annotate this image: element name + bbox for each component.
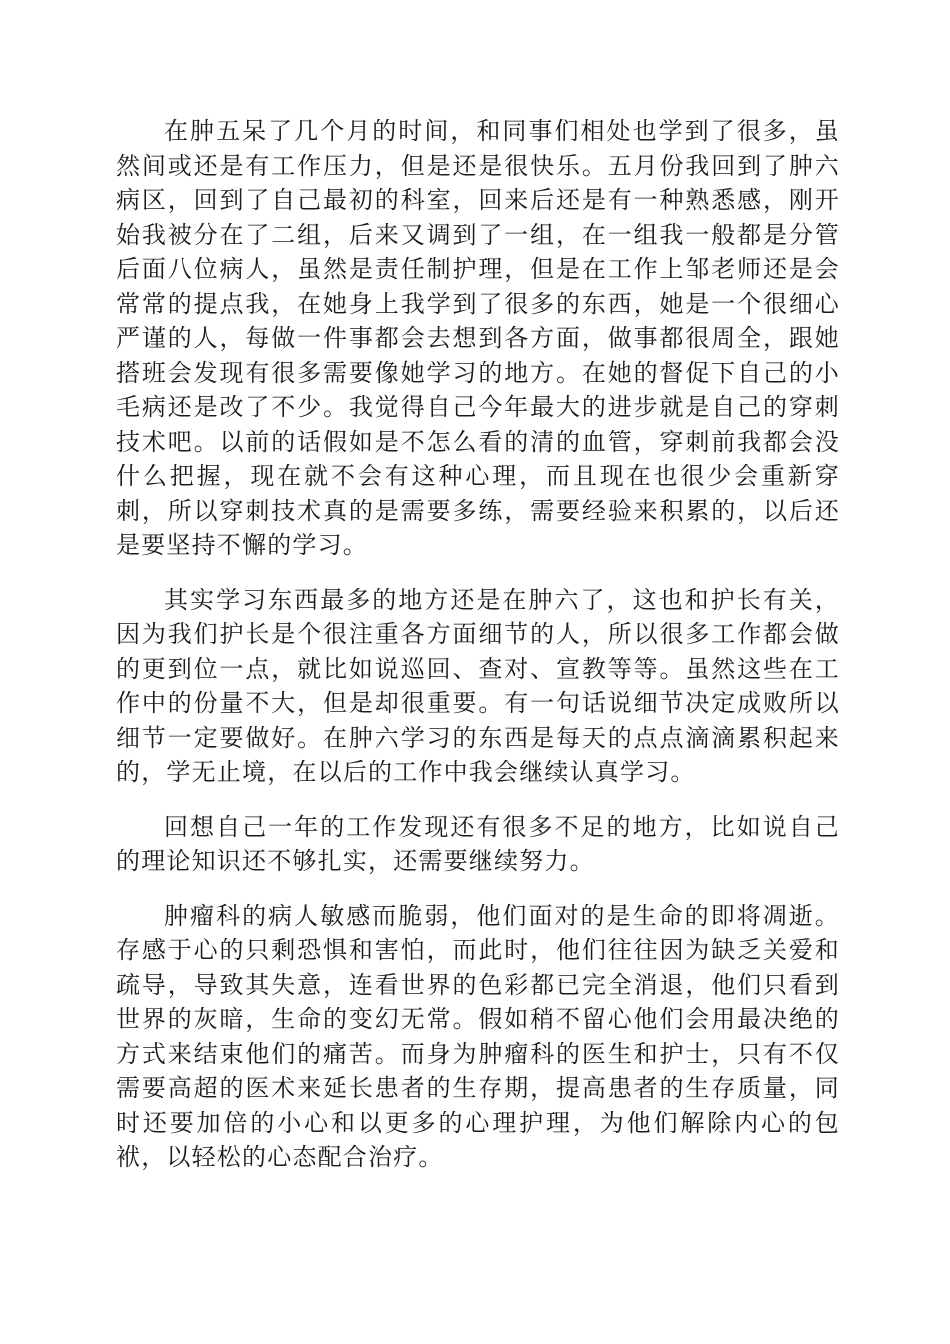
document-page: [116, 114, 840, 1195]
paragraph-2: 其实学习东西最多的地方还是在肿六了，这也和护长有关，因为我们护长是个很注重各方面细节的人，所以很多工作都会做的更到位一点，就比如说巡回、查对、宣教等等。虽然这些在工作中的份量不大，但是却很重要。有一句话说细节决定成败所以细节一定要做好。在肿六学习的东西是每天的点点滴滴累积起来的，学无止境，在以后的工作中我会继续认真学习。: [116, 585, 840, 786]
paragraph-3: 回想自己一年的工作发现还有很多不足的地方，比如说自己的理论知识还不够扎实，还需要继续努力。: [116, 812, 840, 875]
paragraph-1: 在肿五呆了几个月的时间，和同事们相处也学到了很多，虽然间或还是有工作压力，但是还是很快乐。五月份我回到了肿六病区，回到了自己最初的科室，回来后还是有一种熟悉感，刚开始我被分在了二组，后来又调到了一组，在一组我一般都是分管后面八位病人，虽然是责任制护理，但是在工作上邹老师还是会常常的提点我，在她身上我学到了很多的东西，她是一个很细心严谨的人，每做一件事都会去想到各方面，做事都很周全，跟她搭班会发现有很多需要像她学习的地方。在她的督促下自己的小毛病还是改了不少。我觉得自己今年最大的进步就是自己的穿刺技术吧。以前的话假如是不怎么看的清的血管，穿刺前我都会没什么把握，现在就不会有这种心理，而且现在也很少会重新穿刺，所以穿刺技术真的是需要多练，需要经验来积累的，以后还是要坚持不懈的学习。: [116, 117, 840, 559]
paragraph-4: 肿瘤科的病人敏感而脆弱，他们面对的是生命的即将凋逝。存感于心的只剩恐惧和害怕，而此时，他们往往因为缺乏关爱和疏导，导致其失意，连看世界的色彩都已完全消退，他们只看到世界的灰暗，生命的变幻无常。假如稍不留心他们会用最决绝的方式来结束他们的痛苦。而身为肿瘤科的医生和护士，只有不仅需要高超的医术来延长患者的生存期，提高患者的生存质量，同时还要加倍的小心和以更多的心理护理，为他们解除内心的包袱，以轻松的心态配合治疗。: [116, 901, 840, 1171]
